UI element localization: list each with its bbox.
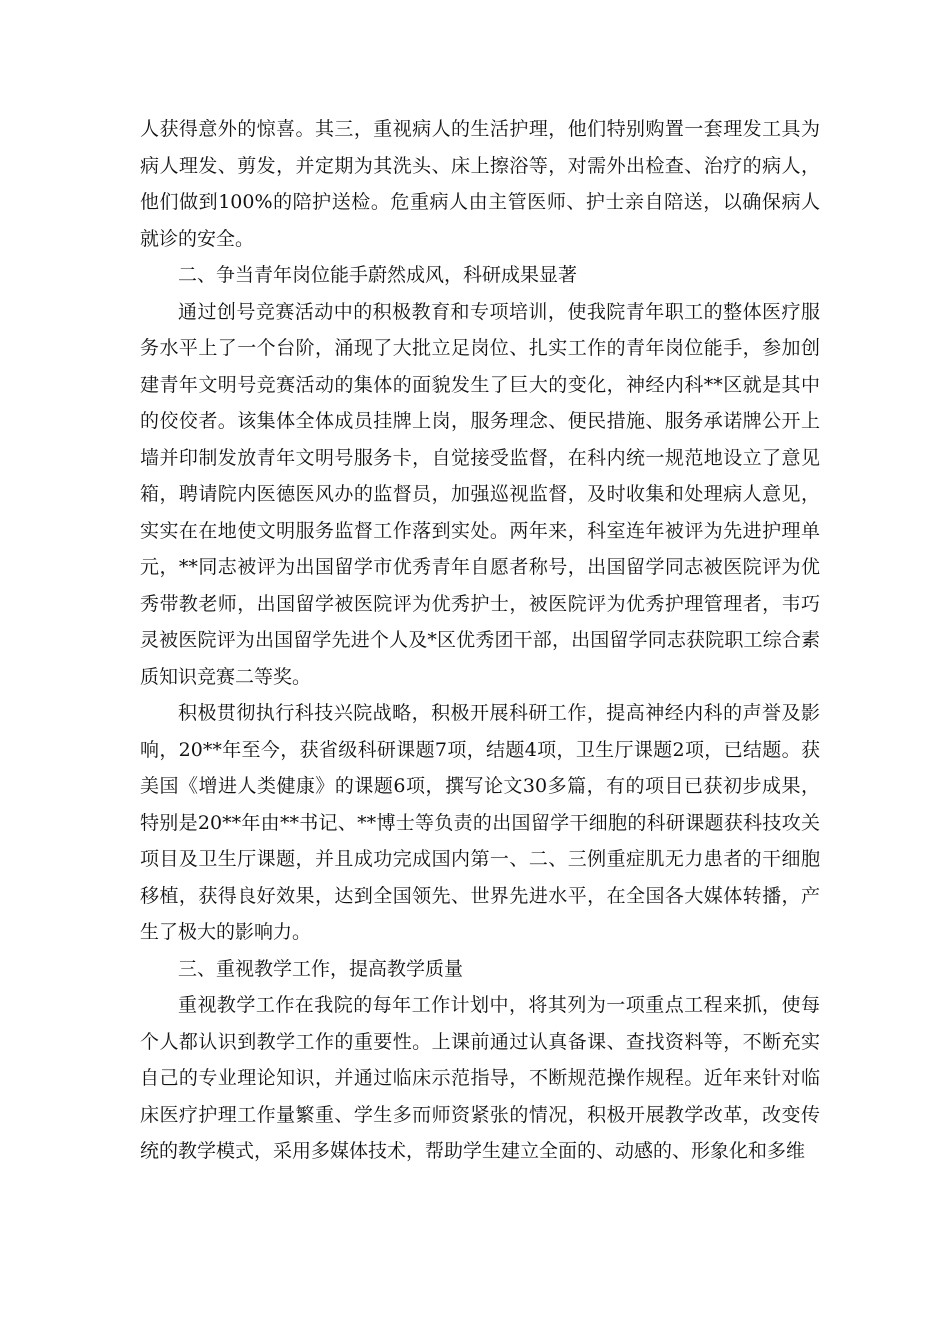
paragraph-continuation: 人获得意外的惊喜。其三，重视病人的生活护理，他们特别购置一套理发工具为病人理发、剪发，并定期为其洗头、床上擦浴等，对需外出检查、治疗的病人，他们做到100%的陪护送检。危重病人由主管医师、护士亲自陪送，以确保病人就诊的安全。 — [140, 118, 820, 250]
paragraph-youth-post: 通过创号竞赛活动中的积极教育和专项培训，使我院青年职工的整体医疗服务水平上了一个台阶，涌现了大批立足岗位、扎实工作的青年岗位能手，参加创建青年文明号竞赛活动的集体的面貌发生了巨大的变化，神经内科**区就是其中的佼佼者。该集体全体成员挂牌上岗，服务理念、便民措施、服务承诺牌公开上墙并印制发放青年文明号服务卡，自觉接受监督，在科内统一规范地设立了意见箱，聘请院内医德医风办的监督员，加强巡视监督，及时收集和处理病人意见，实实在在地使文明服务监督工作落到实处。两年来，科室连年被评为先进护理单元，**同志被评为出国留学市优秀青年自愿者称号，出国留学同志被医院评为优秀带教老师，出国留学被医院评为优秀护士，被医院评为优秀护理管理者，韦巧灵被医院评为出国留学先进个人及*区优秀团干部，出国留学同志获院职工综合素质知识竞赛二等奖。 — [140, 300, 820, 688]
document-body — [140, 111, 820, 1170]
section-heading-3: 三、重视教学工作，提高教学质量 — [178, 957, 464, 980]
section-heading-2: 二、争当青年岗位能手蔚然成风，科研成果显著 — [178, 264, 578, 286]
paragraph-research: 积极贯彻执行科技兴院战略，积极开展科研工作，提高神经内科的声誉及影响，20**年至今，获省级科研课题7项，结题4项，卫生厅课题2项，已结题。获美国《增进人类健康》的课题6项，撰写论文30多篇，有的项目已获初步成果，特别是20**年由**书记、**博士等负责的出国留学干细胞的科研课题获科技攻关项目及卫生厅课题，并且成功完成国内第一、二、三例重症肌无力患者的干细胞移植，获得良好效果，达到全国领先、世界先进水平，在全国各大媒体转播，产生了极大的影响力。 — [140, 702, 820, 943]
paragraph-teaching: 重视教学工作在我院的每年工作计划中，将其列为一项重点工程来抓，使每个人都认识到教学工作的重要性。上课前通过认真备课、查找资料等，不断充实自己的专业理论知识，并通过临床示范指导，不断规范操作规程。近年来针对临床医疗护理工作量繁重、学生多而师资紧张的情况，积极开展教学改革，改变传统的教学模式，采用多媒体技术，帮助学生建立全面的、动感的、形象化和多维 — [140, 994, 820, 1162]
